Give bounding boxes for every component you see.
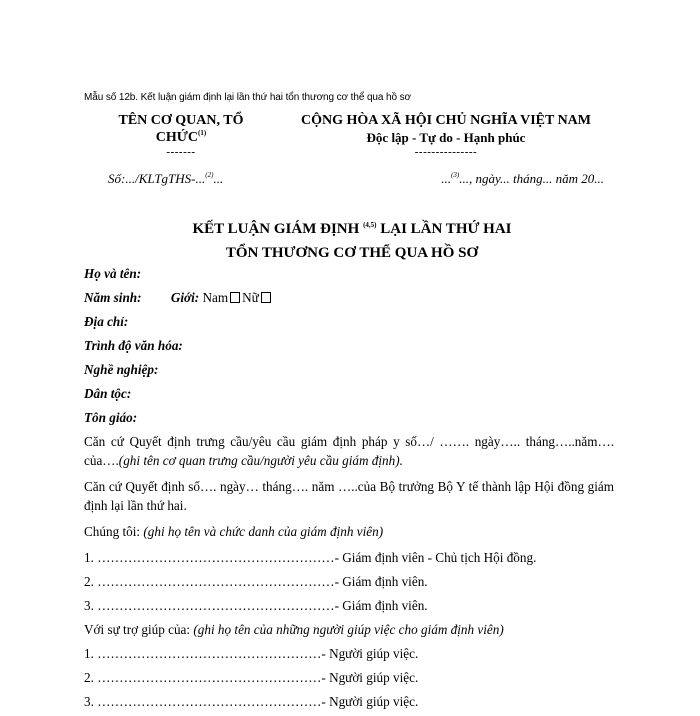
paragraph-basis-1: Căn cứ Quyết định trưng cầu/yêu cầu giám định pháp y số…/ ……. ngày….. tháng…..năm…. của….(ghi tên cơ quan trưng cầu/người yêu cầu giám định). xyxy=(84,434,614,468)
footnote-ref: (3) xyxy=(451,171,460,179)
national-header xyxy=(283,112,609,158)
footnote-ref: (2) xyxy=(205,171,214,179)
expert-row: 3. ………………………………………………- Giám định viên. xyxy=(84,598,428,613)
expert-row: 1. ………………………………………………- Giám định viên - Chủ tịch Hội đồng. xyxy=(84,550,537,565)
agency-name-line1: TÊN CƠ QUAN, TỔ xyxy=(118,113,244,128)
national-motto: Độc lập - Tự do - Hạnh phúc xyxy=(366,130,526,145)
footnote-ref: (4,5) xyxy=(363,221,377,229)
field-education: Trình độ văn hóa: xyxy=(84,338,183,353)
male-checkbox[interactable] xyxy=(230,292,240,303)
document-number: Số:.../KLTgTHS-...$^{(2)}$... xyxy=(108,171,224,186)
gender-male-label: Nam xyxy=(202,290,229,305)
agency-header xyxy=(96,112,266,158)
field-full-name: Họ và tên: xyxy=(84,266,142,281)
paragraph-basis-2: Căn cứ Quyết định số…. ngày… tháng…. năm …..của Bộ trưởng Bộ Y tế thành lập Hội đồng giám định lại lần thứ hai. xyxy=(84,479,614,513)
title-line1: KẾT LUẬN GIÁM ĐỊNH $^{(4,5)}$ LẠI LẦN THỨ HAI xyxy=(192,221,512,237)
field-occupation: Nghề nghiệp: xyxy=(84,362,159,377)
national-title: CỘNG HÒA XÃ HỘI CHỦ NGHĨA VIỆT NAM xyxy=(300,113,591,128)
female-checkbox[interactable] xyxy=(261,292,271,303)
helper-row: 1. ……………………………………………- Người giúp việc. xyxy=(84,646,419,661)
field-religion: Tôn giáo: xyxy=(84,410,138,425)
document-body xyxy=(84,264,614,716)
form-code: Mẫu số 12b. Kết luận giám định lại lần thứ hai tổn thương cơ thể qua hồ sơ xyxy=(84,92,411,103)
agency-name-line2: CHỨC$^{(1)}$ xyxy=(155,129,207,145)
paragraph-experts-intro: Chúng tôi: (ghi họ tên và chức danh của giám định viên) xyxy=(84,524,384,539)
field-address: Địa chỉ: xyxy=(84,314,129,329)
document-title xyxy=(84,217,620,265)
helper-row: 3. ……………………………………………- Người giúp việc. xyxy=(84,694,419,709)
gender-female-label: Nữ xyxy=(242,290,259,305)
national-divider: --------------- xyxy=(414,146,478,158)
place-date: ...$^{(3)}$..., ngày... tháng... năm 20... xyxy=(441,171,604,186)
footnote-ref: (1) xyxy=(198,129,207,137)
agency-divider: ------- xyxy=(166,146,196,158)
field-gender: Giới: xyxy=(170,290,200,305)
expert-row: 2. ………………………………………………- Giám định viên. xyxy=(84,574,428,589)
field-ethnicity: Dân tộc: xyxy=(84,386,132,401)
paragraph-assistants-intro: Với sự trợ giúp của: (ghi họ tên của những người giúp việc cho giám định viên) xyxy=(84,622,504,637)
field-birth-year: Năm sinh: Giới: Nam Nữ xyxy=(84,288,614,312)
title-line2: TỔN THƯƠNG CƠ THỂ QUA HỒ SƠ xyxy=(225,245,479,261)
helper-row: 2. ……………………………………………- Người giúp việc. xyxy=(84,670,419,685)
